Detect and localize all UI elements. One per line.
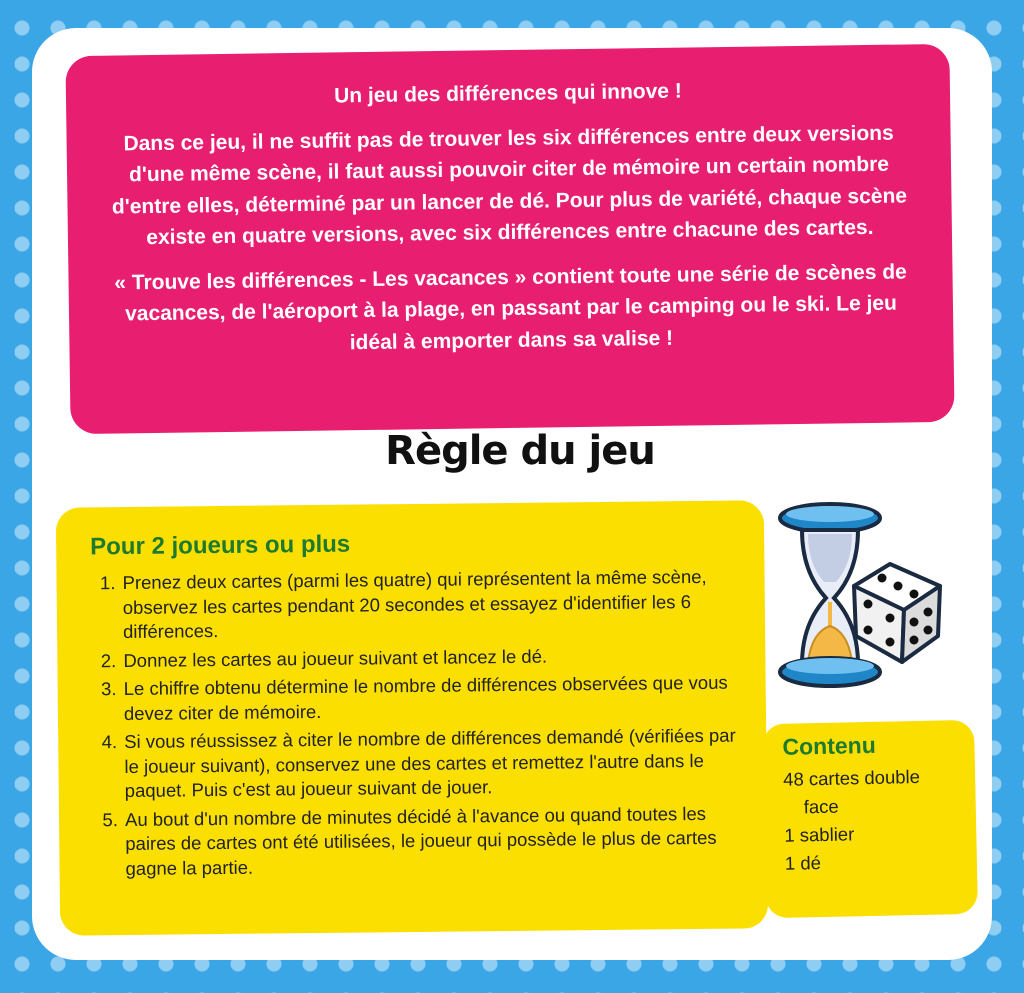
rules-list	[90, 565, 737, 882]
intro-paragraph-2: « Trouve les différences - Les vacances » contient toute une série de scènes de vacances, de l'aéroport à la plage, en passant par le camping ou le ski. Le jeu idéal à emporter dans sa valise !	[114, 259, 907, 354]
contents-heading: Contenu	[782, 731, 876, 760]
contents-item-cards-cont: face	[803, 795, 839, 818]
rule-step-4: 4. Si vous réussissez à citer le nombre de différences demandé (vérifiées par le joueur suivant), conservez une des cartes et remettez l'autre dans le paquet. Puis c'est au joueur suivant de jouer.	[122, 724, 737, 804]
rule-step-3: 3. Le chiffre obtenu détermine le nombre de différences observées que vous devez citer de mémoire.	[122, 671, 736, 726]
intro-heading: Un jeu des différences qui innove !	[333, 79, 682, 108]
contents-item-die: 1 dé	[784, 852, 822, 874]
players-heading: Pour 2 joueurs ou plus	[90, 530, 351, 561]
rules-panel	[56, 500, 768, 935]
intro-panel	[65, 44, 954, 434]
contents-panel	[762, 720, 978, 918]
contents-item-hourglass: 1 sablier	[784, 823, 855, 846]
game-illustration	[778, 494, 954, 704]
rule-step-5: 5. Au bout d'un nombre de minutes décidé à l'avance ou quand toutes les paires de cartes ont été utilisées, le joueur qui possède le plus de cartes gagne la partie.	[123, 801, 738, 881]
rule-step-2: 2. Donnez les cartes au joueur suivant et lancez le dé.	[121, 642, 735, 673]
rules-title: Règle du jeu	[385, 428, 655, 474]
rule-step-1: 1. Prenez deux cartes (parmi les quatre) qui représentent la même scène, observez les cartes pendant 20 secondes et essayez d'identifier les 6 différences.	[120, 565, 735, 645]
intro-paragraph-1: Dans ce jeu, il ne suffit pas de trouver les six différences entre deux versions d'une même scène, il faut aussi pouvoir citer de mémoire un certain nombre d'entre elles, déterminé par un lancer de dé. Pour plus de variété, chaque scène existe en quatre versions, avec six différences entre chacune des cartes.	[111, 121, 908, 250]
contents-item-cards: 48 cartes double	[782, 765, 921, 790]
dice-icon	[854, 564, 940, 662]
